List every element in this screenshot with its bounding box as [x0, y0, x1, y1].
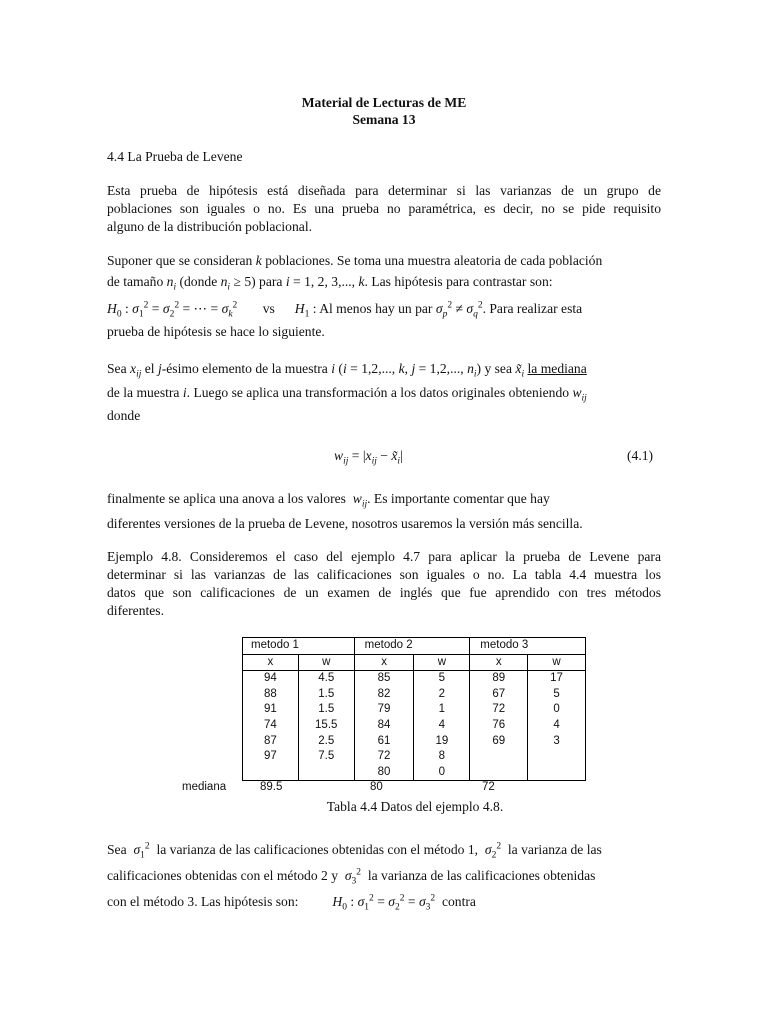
- table-cell: 89: [470, 671, 528, 687]
- table-cell: 4: [528, 718, 586, 734]
- sea-line-1: Sea $x_{ij}$ el j-ésimo elemento de la muestra i (i = 1,2,..., k, j = 1,2,..., $n_i$) y sea $x̃_i$ la mediana: [107, 361, 587, 380]
- table-cell: [470, 749, 528, 765]
- col-x-2: x: [354, 654, 414, 671]
- finalmente-line-1: finalmente se aplica una anova a los valores $w_{ij}$. Es importante comentar que hay: [107, 491, 550, 510]
- table-cell: [243, 765, 299, 781]
- col-x-3: x: [470, 654, 528, 671]
- intro-line-2: poblaciones son iguales o no. Es una prueba no paramétrica, es decir, no se pide requisito: [107, 201, 661, 216]
- ejemplo-line-3: datos que son calificaciones de un examen de inglés que fue aprendido con tres métodos: [107, 585, 661, 600]
- table-cell: 61: [354, 734, 414, 750]
- finalmente-line-2: diferentes versiones de la prueba de Levene, nosotros usaremos la versión más sencilla.: [107, 516, 583, 531]
- table-cell: 7.5: [298, 749, 354, 765]
- final-line-1: Sea $\sigma_1^2$ la varianza de las calificaciones obtenidas con el método 1, $\sigma_2^2$ la varianza de las: [107, 841, 602, 861]
- ejemplo-line-4: diferentes.: [107, 603, 164, 618]
- table-cell: 88: [243, 687, 299, 703]
- table-cell: 74: [243, 718, 299, 734]
- table-cell: 84: [354, 718, 414, 734]
- data-table: [242, 637, 586, 781]
- table-cell: 82: [354, 687, 414, 703]
- col-w-3: w: [528, 654, 586, 671]
- table-cell: 4.5: [298, 671, 354, 687]
- table-cell: 5: [528, 687, 586, 703]
- group-header-3: metodo 3: [470, 638, 586, 655]
- sea-line-3: donde: [107, 408, 141, 423]
- final-line-2: calificaciones obtenidas con el método 2 y $\sigma_3^2$ la varianza de las calificaciones obtenidas: [107, 867, 596, 887]
- table-row: [243, 765, 586, 781]
- table-cell: 17: [528, 671, 586, 687]
- table-cell: [470, 765, 528, 781]
- table-cell: 85: [354, 671, 414, 687]
- table-cell: 72: [470, 702, 528, 718]
- mediana-label: mediana: [182, 781, 227, 793]
- table-cell: 94: [243, 671, 299, 687]
- table-cell: 2.5: [298, 734, 354, 750]
- section-heading: 4.4 La Prueba de Levene: [107, 149, 243, 164]
- table-cell: 1: [414, 702, 470, 718]
- table-cell: 0: [414, 765, 470, 781]
- table-cell: 67: [470, 687, 528, 703]
- table-cell: 2: [414, 687, 470, 703]
- suponer-line-4: prueba de hipótesis se hace lo siguiente.: [107, 324, 325, 339]
- suponer-line-1: Suponer que se consideran k poblaciones. Se toma una muestra aleatoria de cada población: [107, 253, 603, 268]
- table-cell: 15.5: [298, 718, 354, 734]
- equation-4-1: $w_{ij} = |x_{ij}$ − $x̃_i|$: [334, 448, 403, 467]
- table-cell: 4: [414, 718, 470, 734]
- table-cell: 97: [243, 749, 299, 765]
- table-cell: 87: [243, 734, 299, 750]
- table-row: [243, 749, 586, 765]
- h0-symbol: H: [107, 301, 117, 316]
- table-row: [243, 671, 586, 687]
- table-caption: Tabla 4.4 Datos del ejemplo 4.8.: [326, 799, 504, 814]
- mediana-1: 89.5: [260, 781, 283, 793]
- table-row: [243, 734, 586, 750]
- ejemplo-line-1: Ejemplo 4.8. Consideremos el caso del ejemplo 4.7 para aplicar la prueba de Levene para: [107, 549, 661, 564]
- table-cell: 19: [414, 734, 470, 750]
- table-cell: 0: [528, 702, 586, 718]
- ejemplo-line-2: determinar si las varianzas de las calificaciones son iguales o no. La tabla 4.4 muestra los: [107, 567, 661, 582]
- table-cell: 1.5: [298, 687, 354, 703]
- table-cell: 72: [354, 749, 414, 765]
- table-cell: 79: [354, 702, 414, 718]
- group-header-1: metodo 1: [243, 638, 355, 655]
- hypothesis-line: $H_0$ : $\sigma_1^2 = \sigma_2^2$ = ⋯ = $\sigma_k^2$ vs $H_1$ : Al menos hay un par $\sigma_p^2 \ne \sigma_q^2$. Para realizar esta: [107, 300, 583, 320]
- table-cell: 1.5: [298, 702, 354, 718]
- col-w-1: w: [298, 654, 354, 671]
- equation-number: (4.1): [627, 448, 654, 463]
- table-cell: 5: [414, 671, 470, 687]
- table-cell: [298, 765, 354, 781]
- intro-line-3: alguno de la distribución poblacional.: [107, 219, 312, 234]
- col-x-1: x: [243, 654, 299, 671]
- table-cell: 8: [414, 749, 470, 765]
- table-cell: 3: [528, 734, 586, 750]
- final-line-3: con el método 3. Las hipótesis son: $H_0$ : $\sigma_1^2 = \sigma_2^2 = \sigma_3^2$ contra: [107, 893, 476, 913]
- sea-line-2: de la muestra i. Luego se aplica una transformación a los datos originales obteniendo $w_{ij}$: [107, 385, 587, 404]
- mediana-3: 72: [482, 781, 495, 793]
- table-cell: 76: [470, 718, 528, 734]
- table-cell: [528, 749, 586, 765]
- col-w-2: w: [414, 654, 470, 671]
- table-row: [243, 718, 586, 734]
- table-row: [243, 702, 586, 718]
- intro-line-1: Esta prueba de hipótesis está diseñada para determinar si las varianzas de un grupo de: [107, 183, 661, 198]
- table-cell: [528, 765, 586, 781]
- suponer-line-2: de tamaño $n_i$ (donde $n_i \ge 5$) para i = 1, 2, 3,..., k. Las hipótesis para contrastar son:: [107, 274, 553, 293]
- mediana-2: 80: [370, 781, 383, 793]
- table-cell: 80: [354, 765, 414, 781]
- table-cell: 91: [243, 702, 299, 718]
- document-title: Material de Lecturas de ME: [301, 95, 467, 110]
- table-row: [243, 687, 586, 703]
- mediana-underlined: la mediana: [527, 361, 587, 376]
- table-cell: 69: [470, 734, 528, 750]
- group-header-2: metodo 2: [354, 638, 470, 655]
- document-subtitle: Semana 13: [352, 112, 416, 127]
